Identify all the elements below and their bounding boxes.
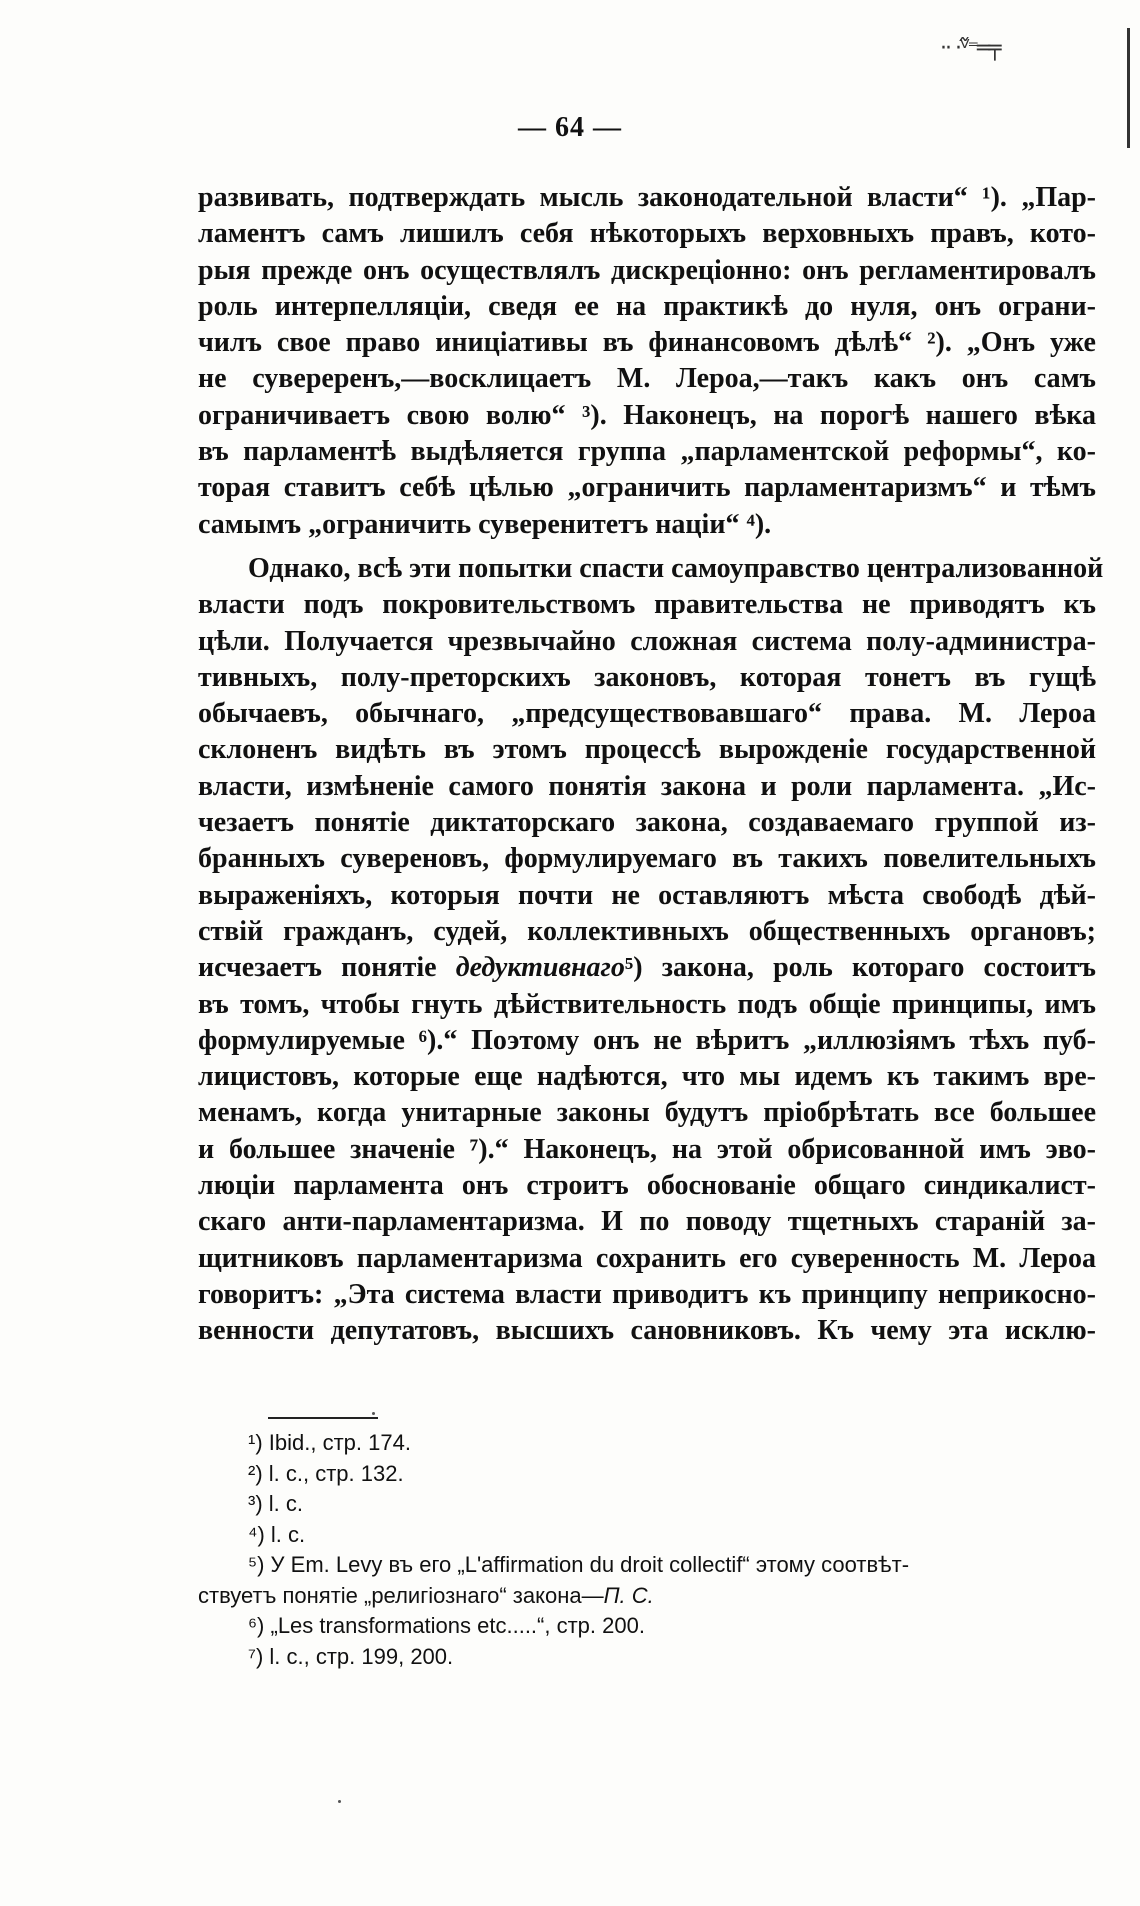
paper-speck — [372, 1412, 375, 1415]
text-line: щитниковъ парламентаризма сохранить его суверенность М. Лероа — [198, 1242, 1096, 1274]
text-line: обычаевъ, обычнаго, „предсуществовавшаго“ права. М. Лероа — [198, 698, 1096, 730]
text-line: не сувереренъ,—восклицаетъ М. Лероа,—такъ какъ онъ самъ — [198, 363, 1096, 395]
text-line: тивныхъ, полу-преторскихъ законовъ, которая тонетъ въ гущѣ — [198, 661, 1096, 693]
text-line: выраженіяхъ, которыя почти не оставляютъ мѣста свободѣ дѣй- — [198, 879, 1096, 911]
footnotes — [198, 1428, 1108, 1672]
text-line: венности депутатовъ, высшихъ сановниковъ. Къ чему эта исклю- — [198, 1315, 1096, 1347]
text-line: власти, измѣненіе самого понятія закона и роли парламента. „Ис- — [198, 770, 1096, 802]
text-line: рыя прежде онъ осуществлялъ дискреціонно: онъ регламентировалъ — [198, 254, 1096, 286]
text-line: торая ставитъ себѣ цѣлью „ограничить парламентаризмъ“ и тѣмъ — [198, 472, 1096, 504]
text-line: самымъ „ограничить суверенитетъ націи“ ⁴). — [198, 508, 772, 540]
text-line: Однако, всѣ эти попытки спасти самоуправство централизованной — [248, 552, 1104, 584]
text-line-deductive — [198, 950, 1096, 986]
text-line: говоритъ: „Эта система власти приводитъ къ принципу неприкосно- — [198, 1278, 1096, 1310]
text-line: власти подъ покровительствомъ правительства не приводятъ къ — [198, 589, 1096, 621]
text-line: чезаетъ понятіе диктаторскаго закона, создаваемаго группой из- — [198, 807, 1096, 839]
body-text — [198, 180, 1104, 1350]
text-line: ствій гражданъ, судей, коллективныхъ общественныхъ органовъ; — [198, 915, 1096, 947]
text-line: и большее значеніе ⁷).“ Наконецъ, на этой обрисованной имъ эво- — [198, 1133, 1096, 1165]
paper-speck — [338, 1800, 341, 1803]
text-line: скаго анти-парламентаризма. И по поводу тщетныхъ стараній за- — [198, 1206, 1096, 1238]
footnote-divider — [268, 1417, 378, 1419]
footnote: ⁵) У Em. Levy въ его „L'affirmation du droit collectif“ этому соотвѣт- — [248, 1552, 910, 1577]
footnote: ³) l. c. — [248, 1491, 303, 1516]
text-line: въ томъ, чтобы гнуть дѣйствительность подъ общіе принципы, имъ — [198, 988, 1096, 1020]
footnote-initials: П. С. — [603, 1582, 654, 1608]
text-fragment: исчезаетъ понятіе — [198, 952, 456, 984]
text-line: бранныхъ сувереновъ, формулируемаго въ такихъ повелительныхъ — [198, 843, 1096, 875]
text-line: роль интерпелляціи, сведя ее на практикѣ до нуля, онъ ограни- — [198, 290, 1096, 322]
italic-term: дедуктивнаго — [455, 952, 625, 984]
text-line: менамъ, когда унитарные законы будутъ пріобрѣтать все большее — [198, 1097, 1096, 1129]
footnote: ⁶) „Les transformations etc.....“, стр. 200. — [248, 1613, 645, 1638]
footnote: ⁷) l. c., стр. 199, 200. — [248, 1643, 454, 1669]
text-line: въ парламентѣ выдѣляется группа „парламентской реформы“, ко- — [198, 436, 1096, 468]
text-line: склоненъ видѣть въ этомъ процессѣ вырожденіе государственной — [198, 734, 1096, 766]
text-line: ламентъ самъ лишилъ себя нѣкоторыхъ верховныхъ правъ, кото- — [198, 218, 1096, 250]
footnote: ⁴) l. c. — [248, 1521, 306, 1547]
text-fragment: ⁵) закона, роль котораго состоитъ — [624, 952, 1096, 984]
footnote-continuation — [198, 1581, 1108, 1612]
text-line: люціи парламента онъ строитъ обоснованіе общаго синдикалист- — [198, 1170, 1096, 1202]
text-line: ограничиваетъ свою волю“ ³). Наконецъ, на порогѣ нашего вѣка — [198, 399, 1096, 431]
footnote: ¹) Ibid., стр. 174. — [248, 1430, 411, 1455]
text-line: чилъ свое право иниціативы въ финансовомъ дѣлѣ“ ²). „Онъ уже — [198, 327, 1096, 359]
text-line: лицистовъ, которые еще надѣются, что мы идемъ къ такимъ вре- — [198, 1061, 1096, 1093]
page-number: — 64 — — [518, 112, 622, 143]
text-fragment: ствуетъ понятіе „религіознаго“ закона— — [198, 1582, 604, 1608]
footnote: ²) l. c., стр. 132. — [248, 1460, 404, 1486]
text-line: цѣли. Получается чрезвычайно сложная система полу-администра- — [198, 625, 1096, 657]
text-line: развивать, подтверждать мысль законодательной власти“ ¹). „Пар- — [198, 182, 1096, 213]
text-line: формулируемые ⁶).“ Поэтому онъ не вѣритъ „иллюзіямъ тѣхъ пуб- — [198, 1024, 1096, 1056]
corner-smudge-icon: ·· ·ⱽ᷉⁼═╤ — [940, 36, 1000, 61]
